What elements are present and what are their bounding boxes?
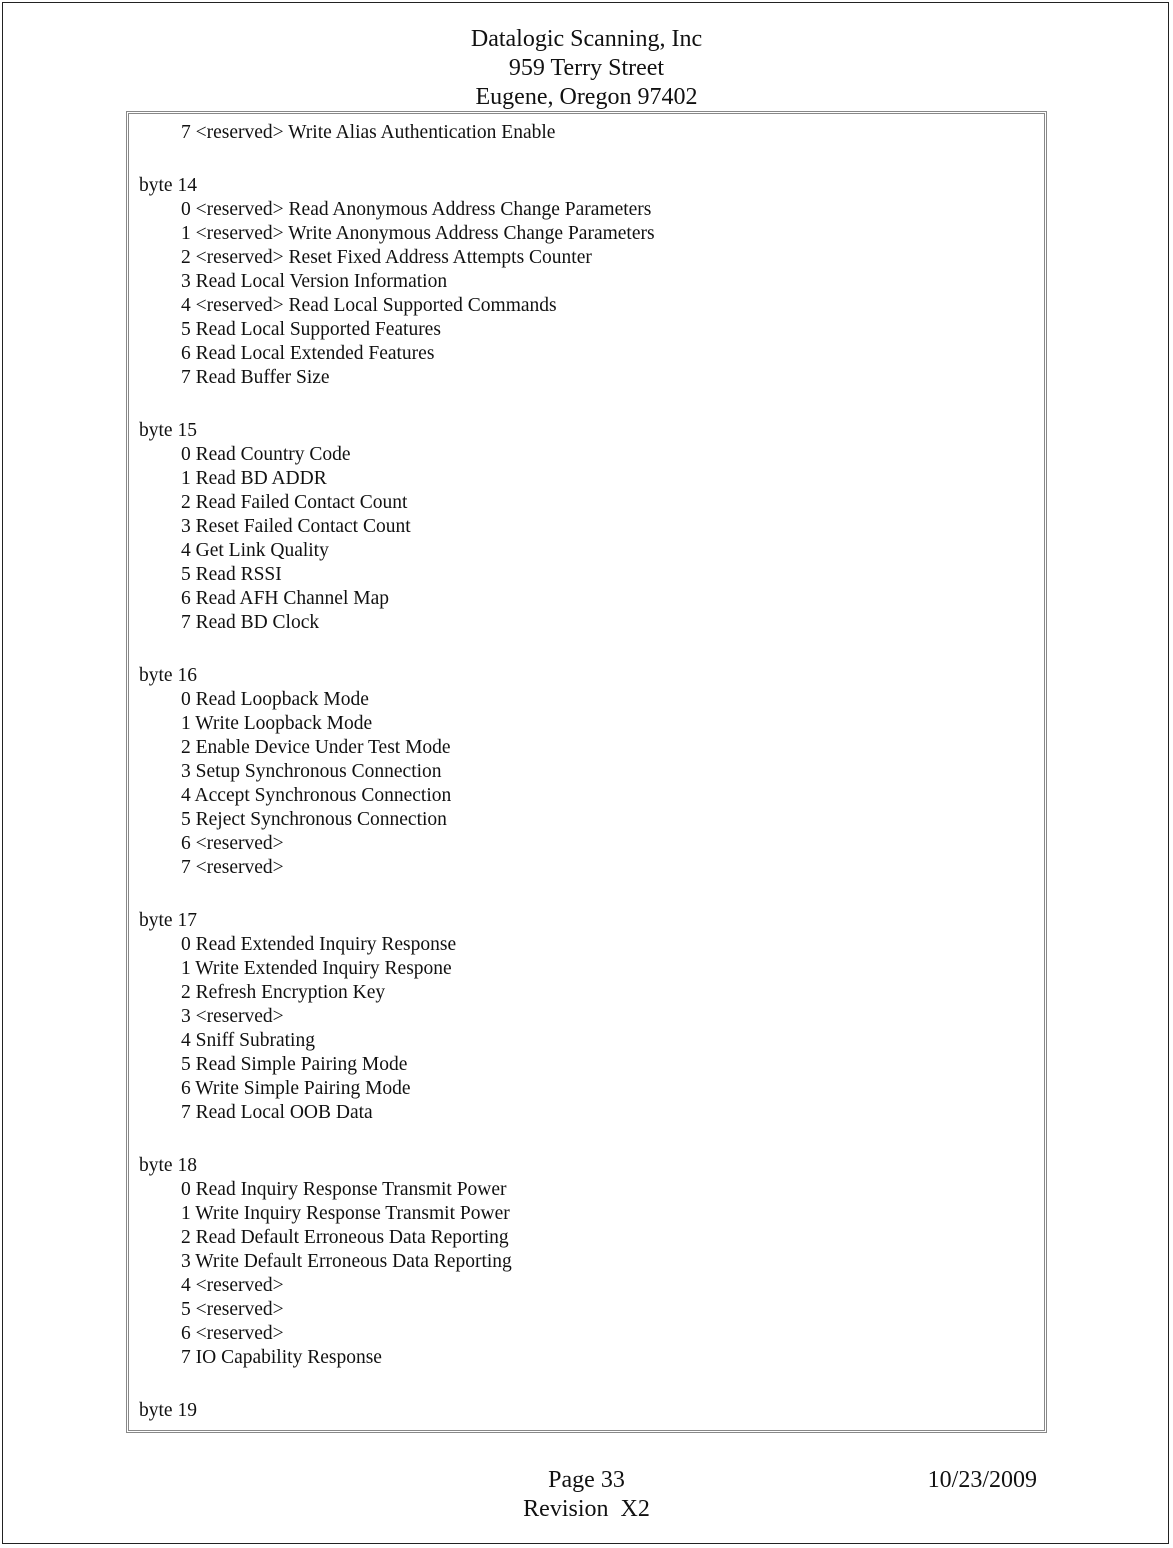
byte-label: byte 17 — [139, 910, 197, 931]
bit-item: 4 <reserved> Read Local Supported Commands — [181, 295, 557, 316]
byte-group — [139, 909, 655, 1125]
bit-item: 3 Setup Synchronous Connection — [181, 761, 442, 782]
bit-item: 5 Read Local Supported Features — [181, 319, 441, 340]
bit-item: 5 <reserved> — [181, 1299, 284, 1320]
bit-item: 0 <reserved> Read Anonymous Address Change Parameters — [181, 199, 652, 220]
bit-item: 0 Read Country Code — [181, 444, 351, 465]
continuation-item: 7 <reserved> Write Alias Authentication Enable — [181, 122, 556, 143]
bit-item: 2 Refresh Encryption Key — [181, 982, 386, 1003]
revision: Revision X2 — [523, 1496, 650, 1522]
continuation-group — [139, 121, 655, 145]
bit-item: 3 <reserved> — [181, 1006, 284, 1027]
bit-item: 2 Read Default Erroneous Data Reporting — [181, 1227, 509, 1248]
footer-date: 10/23/2009 — [927, 1467, 1037, 1493]
byte-label: byte 16 — [139, 665, 197, 686]
bit-item: 3 Write Default Erroneous Data Reporting — [181, 1251, 512, 1272]
byte-label: byte 14 — [139, 175, 197, 196]
bitmask-list — [139, 121, 655, 1423]
bit-item: 5 Read RSSI — [181, 564, 282, 585]
bit-item: 7 IO Capability Response — [181, 1347, 382, 1368]
bit-item: 1 <reserved> Write Anonymous Address Change Parameters — [181, 223, 655, 244]
street-address: 959 Terry Street — [508, 55, 665, 81]
bit-item: 3 Read Local Version Information — [181, 271, 448, 292]
bit-item: 2 Enable Device Under Test Mode — [181, 737, 451, 758]
byte-label: byte 18 — [139, 1155, 197, 1176]
bit-item: 6 Write Simple Pairing Mode — [181, 1078, 411, 1099]
bit-item: 0 Read Loopback Mode — [181, 689, 369, 710]
byte-groups — [139, 174, 655, 1370]
bit-item: 5 Reject Synchronous Connection — [181, 809, 447, 830]
bit-item: 4 Accept Synchronous Connection — [181, 785, 452, 806]
page-number: Page 33 — [548, 1467, 625, 1493]
bit-item: 4 Get Link Quality — [181, 540, 329, 561]
bit-item: 1 Read BD ADDR — [181, 468, 327, 489]
bit-item: 6 Read AFH Channel Map — [181, 588, 389, 609]
bit-item: 0 Read Extended Inquiry Response — [181, 934, 457, 955]
bit-item: 0 Read Inquiry Response Transmit Power — [181, 1179, 507, 1200]
bit-item: 2 <reserved> Reset Fixed Address Attempts Counter — [181, 247, 592, 268]
byte-label-last: byte 19 — [139, 1400, 197, 1421]
byte-group — [139, 174, 655, 390]
content-box — [126, 111, 1047, 1433]
bit-item: 3 Reset Failed Contact Count — [181, 516, 411, 537]
bit-item: 1 Write Extended Inquiry Respone — [181, 958, 452, 979]
company-name: Datalogic Scanning, Inc — [470, 26, 703, 52]
bit-item: 7 Read BD Clock — [181, 612, 320, 633]
city-state-zip: Eugene, Oregon 97402 — [475, 84, 698, 110]
bit-item: 1 Write Inquiry Response Transmit Power — [181, 1203, 510, 1224]
bit-item: 7 Read Local OOB Data — [181, 1102, 373, 1123]
bit-item: 1 Write Loopback Mode — [181, 713, 373, 734]
bit-item: 7 Read Buffer Size — [181, 367, 330, 388]
byte-group — [139, 1154, 655, 1370]
bit-item: 5 Read Simple Pairing Mode — [181, 1054, 408, 1075]
byte-group — [139, 664, 655, 880]
letterhead — [0, 25, 1173, 112]
bit-item: 4 <reserved> — [181, 1275, 284, 1296]
bit-item: 4 Sniff Subrating — [181, 1030, 315, 1051]
bit-item: 7 <reserved> — [181, 857, 284, 878]
byte-label: byte 15 — [139, 420, 197, 441]
bit-item: 6 Read Local Extended Features — [181, 343, 435, 364]
bit-item: 6 <reserved> — [181, 1323, 284, 1344]
bit-item: 6 <reserved> — [181, 833, 284, 854]
bit-item: 2 Read Failed Contact Count — [181, 492, 408, 513]
byte-group — [139, 419, 655, 635]
